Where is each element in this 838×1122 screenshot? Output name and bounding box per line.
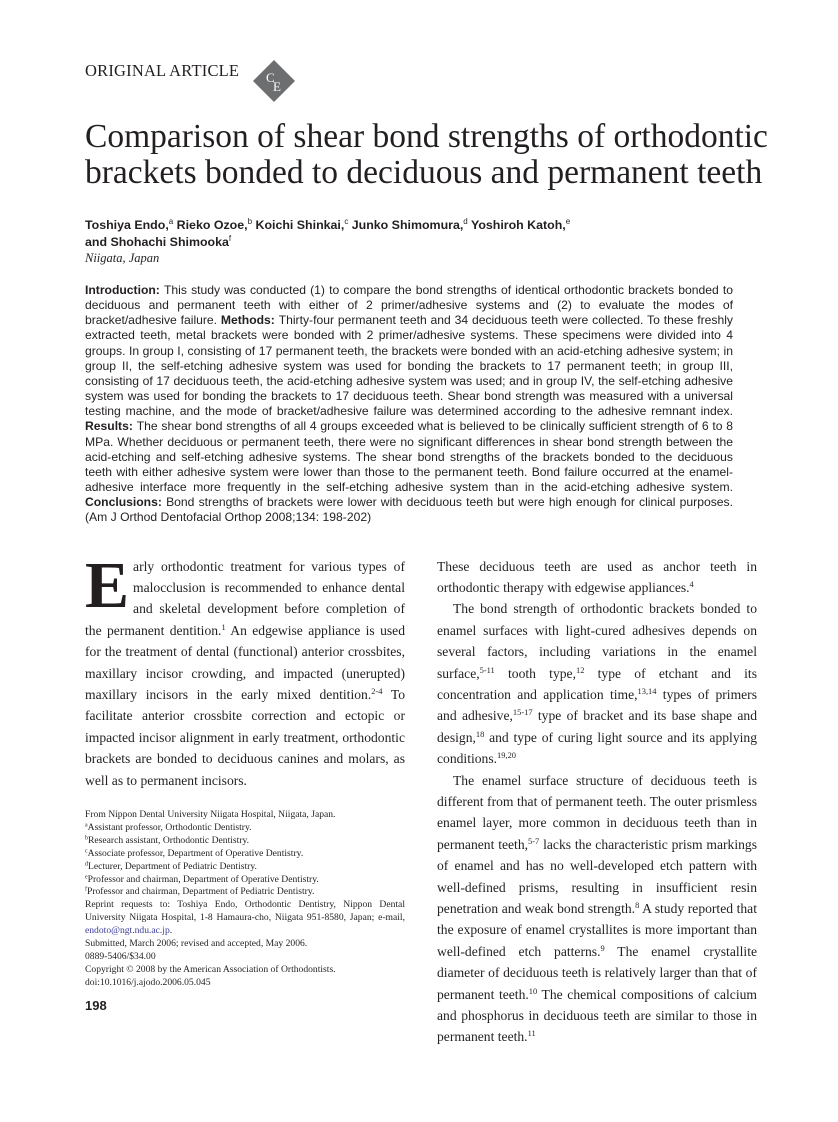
author-affiliation-mark: d bbox=[463, 217, 468, 227]
footnote-affiliation bbox=[85, 848, 405, 861]
citation-superscript: 8 bbox=[635, 899, 640, 910]
affiliation-text: Assistant professor, Orthodontic Dentistry. bbox=[87, 821, 252, 833]
footnote-affiliation bbox=[85, 822, 405, 835]
footnote-affiliation bbox=[85, 835, 405, 848]
body-columns bbox=[85, 548, 775, 1048]
body-text: type of etchant and its concentration and application time, bbox=[437, 665, 757, 702]
body-text: To facilitate anterior crossbite correction and ectopic or impacted incisor alignment in early treatment, orthodontic brackets are bonded to deciduous canines and molars, as well as to permanent incisors. bbox=[85, 686, 405, 788]
body-text: The enamel crystallite diameter of deciduous teeth is relatively larger than that of permanent teeth. bbox=[437, 943, 758, 1002]
author-name: Junko Shimomura, bbox=[348, 218, 464, 232]
author-name: and Shohachi Shimooka bbox=[85, 235, 229, 249]
author-name: Toshiya Endo, bbox=[85, 218, 169, 232]
citation-superscript: 13,14 bbox=[637, 685, 657, 696]
left-column-wrapper bbox=[85, 548, 405, 1014]
abstract-text: This study was conducted (1) to compare the bond strengths of identical orthodontic brackets bonded to deciduous and permanent teeth with either of 2 primer/adhesive systems and (2) to evaluate the modes of bracket/adhesive failure. bbox=[85, 283, 733, 328]
paragraph bbox=[437, 556, 757, 599]
body-text: The bond strength of orthodontic brackets bonded to enamel surfaces with light-cured adhesives depends on several factors, including variations in the enamel surface, bbox=[437, 601, 757, 681]
abstract-heading: Conclusions: bbox=[85, 495, 167, 510]
footnote-affiliation bbox=[85, 874, 405, 887]
author-affiliation-mark: c bbox=[344, 217, 349, 227]
paragraph bbox=[437, 598, 757, 769]
author-affiliation-mark: e bbox=[565, 217, 571, 227]
footnote-copyright: Copyright © 2008 by the American Association of Orthodontists. bbox=[85, 963, 336, 975]
body-text: The chemical compositions of calcium and phosphorus in deciduous teeth are similar to those in permanent teeth. bbox=[437, 986, 757, 1045]
body-column-left bbox=[85, 548, 405, 791]
affiliation-mark: a bbox=[85, 822, 88, 829]
footnote-submitted: Submitted, March 2006; revised and accepted, May 2006. bbox=[85, 938, 308, 950]
body-text: tooth type, bbox=[494, 665, 576, 681]
abstract bbox=[85, 283, 733, 526]
abstract-heading: Methods: bbox=[220, 313, 279, 328]
reprint-text: Reprint requests to: Toshiya Endo, Orthodontic Dentistry, Nippon Dental University Niigata Hospital, 1-8 Hamaura-cho, Niigata 951-8580, Japan; e-mail, bbox=[85, 899, 405, 924]
affiliation-mark: f bbox=[85, 886, 87, 893]
affiliation-mark: b bbox=[85, 835, 88, 842]
section-label: ORIGINAL ARTICLE bbox=[85, 61, 240, 80]
citation-superscript: 15-17 bbox=[512, 707, 533, 718]
author-affiliation-mark: b bbox=[247, 217, 253, 227]
body-text: types of primers and adhesive, bbox=[437, 686, 757, 724]
author-list bbox=[85, 217, 785, 251]
abstract-text: Thirty-four permanent teeth and 34 deciduous teeth were collected. To these freshly extracted teeth, metal brackets were bonded with 2 primer/adhesive systems. These specimens were divided into 4 groups. In group I, consisting of 17 permanent teeth, the brackets were bonded with an acid-etching adhesive system; in group II, the self-etching adhesive system was used for bonding the brackets to 17 permanent teeth; in group III, consisting of 17 deciduous teeth, the acid-etching adhesive system was used; and in group IV, the self-etching adhesive system was used for bonding the brackets to 17 deciduous teeth. Shear bond strength was measured with a universal testing machine, and the mode of bracket/adhesive failure was determined according to the adhesive remnant index. bbox=[85, 313, 733, 419]
citation-superscript: 12 bbox=[575, 664, 585, 675]
affiliation-text: Professor and chairman, Department of Operative Dentistry. bbox=[87, 873, 319, 885]
email-link[interactable]: endoto@ngt.ndu.ac.jp bbox=[85, 925, 170, 937]
body-text: and type of curing light source and its applying conditions. bbox=[437, 729, 757, 767]
svg-text:E: E bbox=[273, 79, 281, 94]
affiliation-text: Professor and chairman, Department of Pediatric Dentistry. bbox=[86, 886, 315, 898]
footnote-doi: doi:10.1016/j.ajodo.2006.05.045 bbox=[85, 976, 211, 988]
paragraph bbox=[437, 770, 757, 1048]
ce-logo-icon bbox=[253, 60, 295, 102]
page-number: 198 bbox=[85, 997, 107, 1013]
body-text: A study reported that the exposure of enamel crystallites is more important than well-defined etch patterns. bbox=[437, 901, 757, 959]
author-affiliation-mark: f bbox=[228, 234, 232, 244]
body-text: lacks the characteristic prism markings of enamel and has no well-developed etch pattern with well-defined prisms, resulting in insufficient resin penetration and weak bond strength. bbox=[437, 836, 757, 916]
citation-superscript: 2-4 bbox=[371, 685, 383, 696]
author-location: Niigata, Japan bbox=[85, 251, 160, 265]
citation-superscript: 19,20 bbox=[497, 750, 516, 761]
abstract-heading: Results: bbox=[85, 419, 137, 434]
footnote-affiliation bbox=[85, 886, 405, 899]
citation-superscript: 10 bbox=[528, 985, 538, 996]
citation-superscript: 11 bbox=[527, 1028, 536, 1039]
body-text: These deciduous teeth are used as anchor teeth in orthodontic therapy with edgewise appliances. bbox=[437, 558, 757, 595]
drop-cap: E bbox=[85, 548, 130, 622]
footnotes bbox=[85, 809, 405, 990]
article-main bbox=[85, 119, 775, 1048]
body-column-right bbox=[437, 556, 757, 1048]
author-name: Yoshiroh Katoh, bbox=[467, 218, 566, 232]
affiliation-text: Lecturer, Department of Pediatric Dentistry. bbox=[87, 860, 257, 872]
article-title: Comparison of shear bond strengths of orthodontic brackets bonded to deciduous and permanent teeth bbox=[85, 118, 768, 191]
citation-superscript: 18 bbox=[475, 728, 485, 739]
abstract-text: Bond strengths of brackets were lower with deciduous teeth but were high enough for clinical purposes. (Am J Orthod Dentofacial Orthop 2008;134: 198-202) bbox=[85, 495, 733, 525]
svg-text:C: C bbox=[266, 70, 275, 85]
body-text: An edgewise appliance is used for the treatment of dental (functional) anterior crossbites, maxillary incisor crowding, and impacted (unerupted) maxillary incisors in the early mixed dentition. bbox=[85, 622, 405, 702]
footnote-issn: 0889-5406/$34.00 bbox=[85, 950, 156, 962]
body-text: arly orthodontic treatment for various types of malocclusion is recommended to enhance dental and skeletal development before completion of the permanent dentition. bbox=[85, 558, 405, 638]
author-affiliation-mark: a bbox=[168, 217, 174, 227]
affiliation-mark: e bbox=[85, 873, 88, 880]
footnote-affiliation bbox=[85, 861, 405, 874]
citation-superscript: 5-11 bbox=[479, 664, 495, 675]
affiliation-mark: c bbox=[85, 848, 88, 855]
affiliation-text: Research assistant, Orthodontic Dentistry. bbox=[87, 834, 250, 846]
author-name: Rieko Ozoe, bbox=[173, 218, 248, 232]
body-text: The enamel surface structure of deciduous teeth is different from that of permanent teeth. The outer prismless enamel layer, more common in deciduous teeth than in permanent teeth, bbox=[437, 772, 757, 852]
body-text: type of bracket and its base shape and design, bbox=[437, 708, 757, 745]
footnote-affiliations bbox=[85, 822, 405, 899]
author-name: Koichi Shinkai, bbox=[252, 218, 345, 232]
abstract-heading: Introduction: bbox=[85, 283, 164, 297]
abstract-text: The shear bond strengths of all 4 groups exceeded what is believed to be clinically sufficient strength of 6 to 8 MPa. Whether deciduous or permanent teeth, there were no significant differences in shear bond strength between the acid-etching and self-etching adhesive systems. The shear bond strengths of the brackets bonded to the deciduous teeth with either adhesive system were lower than those to the permanent teeth. Bond failure occurred at the enamel-adhesive interface more frequently in the self-etching adhesive system than in the acid-etching adhesive system. bbox=[85, 419, 733, 495]
citation-superscript: 9 bbox=[600, 942, 605, 953]
affiliation-mark: d bbox=[85, 861, 88, 868]
footnote-from: From Nippon Dental University Niigata Hospital, Niigata, Japan. bbox=[85, 808, 336, 820]
citation-superscript: 1 bbox=[221, 621, 226, 632]
reprint-end: . bbox=[169, 925, 173, 937]
citation-superscript: 4 bbox=[689, 578, 694, 589]
affiliation-text: Associate professor, Department of Operative Dentistry. bbox=[87, 847, 304, 859]
citation-superscript: 5-7 bbox=[528, 835, 540, 846]
footnote-reprint bbox=[85, 899, 405, 938]
